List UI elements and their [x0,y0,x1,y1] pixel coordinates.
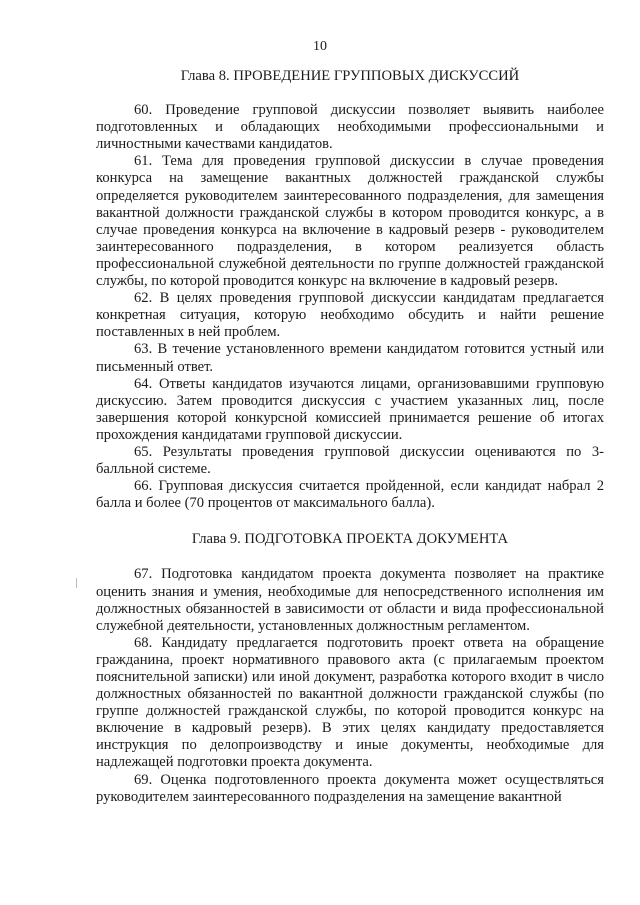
paragraph-68: 68. Кандидату предлагается подготовить проект ответа на обращение гражданина, проект нормативного правового акта (с прилагаемым проектом пояснительной записки) или иной документ, разработка которого входит в число должностных обязанностей по вакантной должности гражданской службы (по группе должностей гражданской службы, по которой проводится конкурс на включение в кадровый резерв). В этих целях кандидату предоставляется инструкция по делопроизводству и иные документы, необходимые для надлежащей подготовки проекта документа. [96,634,604,771]
paragraph-65: 65. Результаты проведения групповой дискуссии оцениваются по 3-балльной системе. [96,443,604,478]
paragraph-67: 67. Подготовка кандидатом проекта документа позволяет на практике оценить знания и умения, необходимые для непосредственного исполнения им должностных обязанностей в зависимости от области и вида профессиональной служебной деятельности, установленных должностным регламентом. [96,566,604,634]
paragraph-63: 63. В течение установленного времени кандидатом готовится устный или письменный ответ. [96,341,604,375]
paragraph-66: 66. Групповая дискуссия считается пройденной, если кандидат набрал 2 балла и более (70 процентов от максимального балла). [96,478,604,512]
paragraph-69: 69. Оценка подготовленного проекта документа может осуществляться руководителем заинтересованного подразделения на замещение вакантной [96,771,604,805]
paragraph-62: 62. В целях проведения групповой дискуссии кандидатам предлагается конкретная ситуация, которую необходимо обсудить и найти решение поставленных в ней проблем. [96,290,604,341]
page-number: 10 [313,39,327,54]
paragraph-61: 61. Тема для проведения групповой дискуссии в случае проведения конкурса на замещение вакантных должностей гражданской службы определяется руководителем заинтересованного подразделения, для замещения вакантной должности гражданской службы в котором проводится конкурс, а в случае проведения конкурса на включение в кадровый резерв - руководителем заинтересованного подразделения, в котором реализуется область профессиональной служебной деятельности по группе должностей гражданской службы, по которой проводится конкурс на включение в кадровый резерв. [96,153,604,290]
paragraph-64: 64. Ответы кандидатов изучаются лицами, организовавшими групповую дискуссию. Затем проводится дискуссия с участием указанных лиц, после завершения которой конкурсной комиссией принимается решение об итогах прохождения кандидатами групповой дискуссии. [96,375,604,443]
document-body [96,68,604,806]
chapter-8-title: Глава 8. ПРОВЕДЕНИЕ ГРУППОВЫХ ДИСКУССИЙ [180,68,520,84]
paragraph-60: 60. Проведение групповой дискуссии позволяет выявить наиболее подготовленных и обладающих необходимыми профессиональными и личностными качествами кандидатов. [96,102,604,153]
chapter-9-title: Глава 9. ПОДГОТОВКА ПРОЕКТА ДОКУМЕНТА [191,531,509,548]
margin-mark [76,578,77,588]
